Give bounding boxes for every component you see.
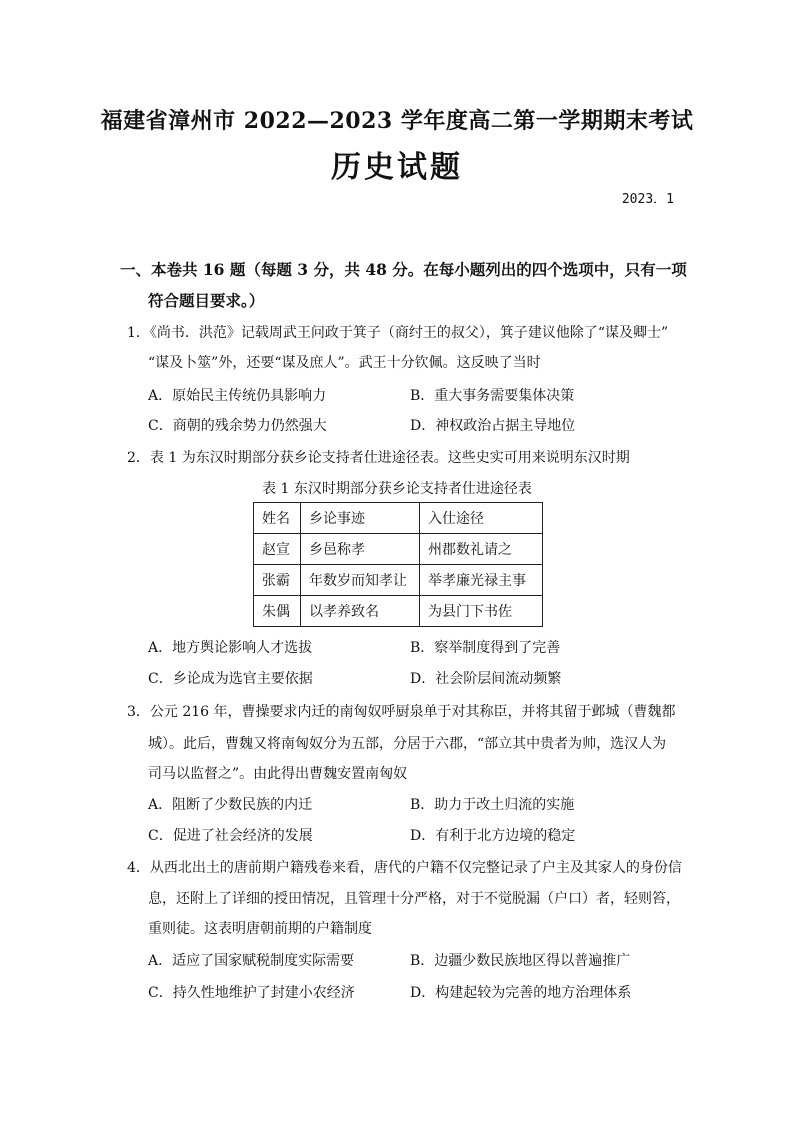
q2-option-c[interactable]: C．乡论成为选官主要依据 xyxy=(148,671,313,687)
table-cell: 举孝廉光禄主事 xyxy=(420,565,543,596)
subject-title: 历史试题 xyxy=(331,150,463,185)
table-cell: 以孝养致名 xyxy=(301,596,420,627)
q2-option-b[interactable]: B．察举制度得到了完善 xyxy=(410,640,561,656)
q1-option-a[interactable]: A．原始民主传统仍具影响力 xyxy=(148,388,327,404)
table-cell: 乡邑称孝 xyxy=(301,534,420,565)
section-heading-line2: 符合题目要求。） xyxy=(148,291,265,310)
q1-option-c[interactable]: C．商朝的残余势力仍然强大 xyxy=(148,418,327,434)
q1-option-d[interactable]: D．神权政治占据主导地位 xyxy=(410,418,576,434)
q3-option-a[interactable]: A．阻断了少数民族的内迁 xyxy=(148,797,313,813)
q2-option-d[interactable]: D．社会阶层间流动频繁 xyxy=(410,671,562,687)
table-cell: 朱偶 xyxy=(254,596,301,627)
q3-option-d[interactable]: D．有利于北方边境的稳定 xyxy=(410,828,576,844)
table-row xyxy=(254,565,543,596)
q4-line1: 4．从西北出土的唐前期户籍残卷来看，唐代的户籍不仅完整记录了户主及其家人的身份信 xyxy=(127,860,682,876)
table-cell: 年数岁而知孝让 xyxy=(301,565,420,596)
q2-option-a[interactable]: A．地方舆论影响人才选拔 xyxy=(148,640,313,656)
table-cell: 赵宣 xyxy=(254,534,301,565)
table-header-cell: 乡论事迹 xyxy=(301,503,420,534)
q3-option-b[interactable]: B．助力于改土归流的实施 xyxy=(410,797,575,813)
career-table xyxy=(253,502,543,627)
exam-date: 2023．1 xyxy=(621,192,674,207)
table-caption: 表 1 东汉时期部分获乡论支持者仕进途径表 xyxy=(262,481,532,497)
q4-option-c[interactable]: C．持久性地维护了封建小农经济 xyxy=(148,985,355,1001)
table-cell: 为县门下书佐 xyxy=(420,596,543,627)
q1-line2: “谋及卜筮”外，还要“谋及庶人”。武王十分钦佩。这反映了当时 xyxy=(148,355,541,371)
section-heading-line1: 一、本卷共 16 题（每题 3 分，共 48 分。在每小题列出的四个选项中，只有一项 xyxy=(120,260,687,279)
table-row xyxy=(254,534,543,565)
q3-option-c[interactable]: C．促进了社会经济的发展 xyxy=(148,828,313,844)
table-cell: 州郡数礼请之 xyxy=(420,534,543,565)
q4-line2: 息，还附上了详细的授田情况，且管理十分严格，对于不觉脱漏（户口）者，轻则笞， xyxy=(148,891,680,907)
q3-line2: 城）。此后，曹魏又将南匈奴分为五部，分居于六郡，“部立其中贵者为帅，选汉人为 xyxy=(148,736,667,752)
exam-title: 福建省漳州市 2022—2023 学年度高二第一学期期末考试 xyxy=(100,108,694,134)
table-row xyxy=(254,596,543,627)
q4-option-b[interactable]: B．边疆少数民族地区得以普遍推广 xyxy=(410,953,631,969)
q4-option-d[interactable]: D．构建起较为完善的地方治理体系 xyxy=(410,985,632,1001)
q4-line3: 重则徒。这表明唐朝前期的户籍制度 xyxy=(148,921,372,937)
table-header-row xyxy=(254,503,543,534)
q2-line1: 2．表 1 为东汉时期部分获乡论支持者仕进途径表。这些史实可用来说明东汉时期 xyxy=(127,450,630,466)
q4-option-a[interactable]: A．适应了国家赋税制度实际需要 xyxy=(148,953,355,969)
table-header-cell: 姓名 xyxy=(254,503,301,534)
q1-option-b[interactable]: B．重大事务需要集体决策 xyxy=(410,388,575,404)
table-cell: 张霸 xyxy=(254,565,301,596)
q3-line1: 3．公元 216 年，曹操要求内迁的南匈奴呼厨泉单于对其称臣，并将其留于邺城（曹魏都 xyxy=(127,704,676,720)
q3-line3: 司马以监督之”。由此得出曹魏安置南匈奴 xyxy=(148,766,408,782)
q1-line1: 1．《尚书．洪范》记载周武王问政于箕子（商纣王的叔父），箕子建议他除了“谋及卿士” xyxy=(127,325,669,341)
table-header-cell: 入仕途径 xyxy=(420,503,543,534)
